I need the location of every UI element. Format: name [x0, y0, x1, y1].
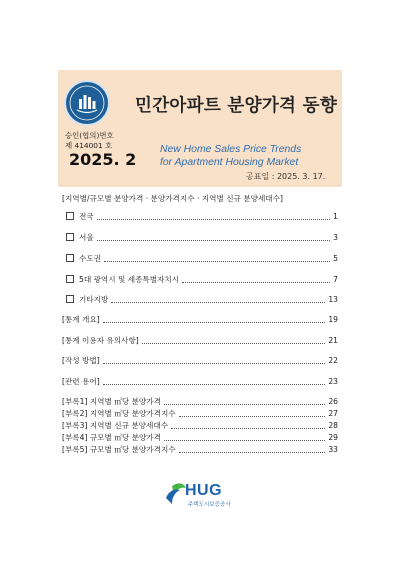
- toc-item-label: 수도권: [79, 254, 102, 263]
- document-title: 민간아파트 분양가격 동향: [135, 96, 338, 116]
- toc-page-number: 22: [328, 356, 338, 365]
- dot-leader: [164, 439, 325, 441]
- dot-leader: [164, 403, 325, 405]
- dot-leader: [111, 301, 325, 303]
- toc-page-number: 5: [333, 254, 338, 263]
- toc-appendix-item[interactable]: [62, 396, 338, 408]
- checkbox-icon: [66, 212, 74, 220]
- checkbox-icon: [66, 254, 74, 262]
- toc-page-number: 23: [328, 377, 338, 386]
- toc-appendix-label: [부록1] 지역별 ㎡당 분양가격: [62, 397, 161, 406]
- toc-appendix-label: [부록5] 규모별 ㎡당 분양가격지수: [62, 445, 176, 454]
- toc-page-number: 3: [333, 233, 338, 242]
- toc-page-number: 33: [328, 445, 338, 454]
- publication-date: 공표일 : 2025. 3. 17.: [246, 172, 326, 181]
- toc-page-number: 7: [333, 275, 338, 284]
- toc-section-label: [작성 방법]: [62, 356, 100, 365]
- toc-item[interactable]: [62, 294, 338, 306]
- toc-item[interactable]: [62, 274, 338, 286]
- approval-line-1: 승인(협의)번호: [65, 131, 114, 140]
- toc-page-number: 26: [328, 397, 338, 406]
- toc-appendix-item[interactable]: [62, 432, 338, 444]
- dot-leader: [179, 415, 326, 417]
- toc-appendix-item[interactable]: [62, 420, 338, 432]
- toc-appendix-label: [부록4] 규모별 ㎡당 분양가격: [62, 433, 161, 442]
- checkbox-icon: [66, 233, 74, 241]
- toc-item-label: 전국: [79, 212, 94, 221]
- subtitle-line-2: for Apartment Housing Market: [160, 157, 299, 168]
- hug-logo-subtext: 주택도시보증공사: [188, 502, 231, 508]
- hug-logo-text: HUG: [185, 482, 223, 499]
- dot-leader: [103, 383, 326, 385]
- dot-leader: [97, 218, 330, 220]
- toc-item[interactable]: [62, 211, 338, 223]
- dot-leader: [182, 281, 330, 283]
- year-month: 2025. 2: [69, 150, 137, 169]
- toc-appendix-label: [부록3] 지역별 신규 분양세대수: [62, 421, 169, 430]
- approval-line-2: 제 414001 호: [65, 140, 113, 150]
- toc-page-number: 28: [328, 421, 338, 430]
- toc-item-label: 5대 광역시 및 세종특별자치시: [79, 275, 180, 284]
- checkbox-icon: [66, 295, 74, 303]
- toc-page-number: 21: [328, 336, 338, 345]
- subtitle-line-1: New Home Sales Price Trends: [160, 144, 302, 155]
- toc-page-number: 19: [328, 315, 338, 324]
- toc-section-label: [통계 이용자 유의사항]: [62, 336, 139, 345]
- dot-leader: [103, 321, 326, 323]
- toc-item[interactable]: [62, 232, 338, 244]
- toc-section-label: [관련 용어]: [62, 377, 100, 386]
- toc-appendix-label: [부록2] 지역별 ㎡당 분양가격지수: [62, 409, 176, 418]
- toc-section[interactable]: [62, 335, 338, 347]
- dot-leader: [103, 362, 326, 364]
- toc-page-number: 1: [333, 212, 338, 221]
- toc-page-number: 27: [328, 409, 338, 418]
- toc-appendix-item[interactable]: [62, 444, 338, 456]
- dot-leader: [142, 342, 326, 344]
- toc-section[interactable]: [62, 376, 338, 388]
- approval-number: [65, 131, 115, 150]
- toc-section-label: [통계 개요]: [62, 315, 100, 324]
- toc-page-number: 13: [328, 295, 338, 304]
- toc-item-label: 기타지방: [79, 295, 109, 304]
- toc-section[interactable]: [62, 314, 338, 326]
- toc-item[interactable]: [62, 253, 338, 265]
- checkbox-icon: [66, 275, 74, 283]
- english-subtitle: [160, 143, 350, 169]
- toc-appendix-item[interactable]: [62, 408, 338, 420]
- dot-leader: [179, 451, 326, 453]
- dot-leader: [104, 260, 330, 262]
- toc-section-header: [지역별/규모별 분양가격 · 분양가격지수 · 지역별 신규 분양세대수]: [62, 194, 283, 203]
- toc-section[interactable]: [62, 355, 338, 367]
- toc-item-label: 서울: [79, 233, 94, 242]
- national-statistics-seal: [64, 80, 110, 126]
- dot-leader: [97, 239, 330, 241]
- toc-page-number: 29: [328, 433, 338, 442]
- dot-leader: [171, 427, 325, 429]
